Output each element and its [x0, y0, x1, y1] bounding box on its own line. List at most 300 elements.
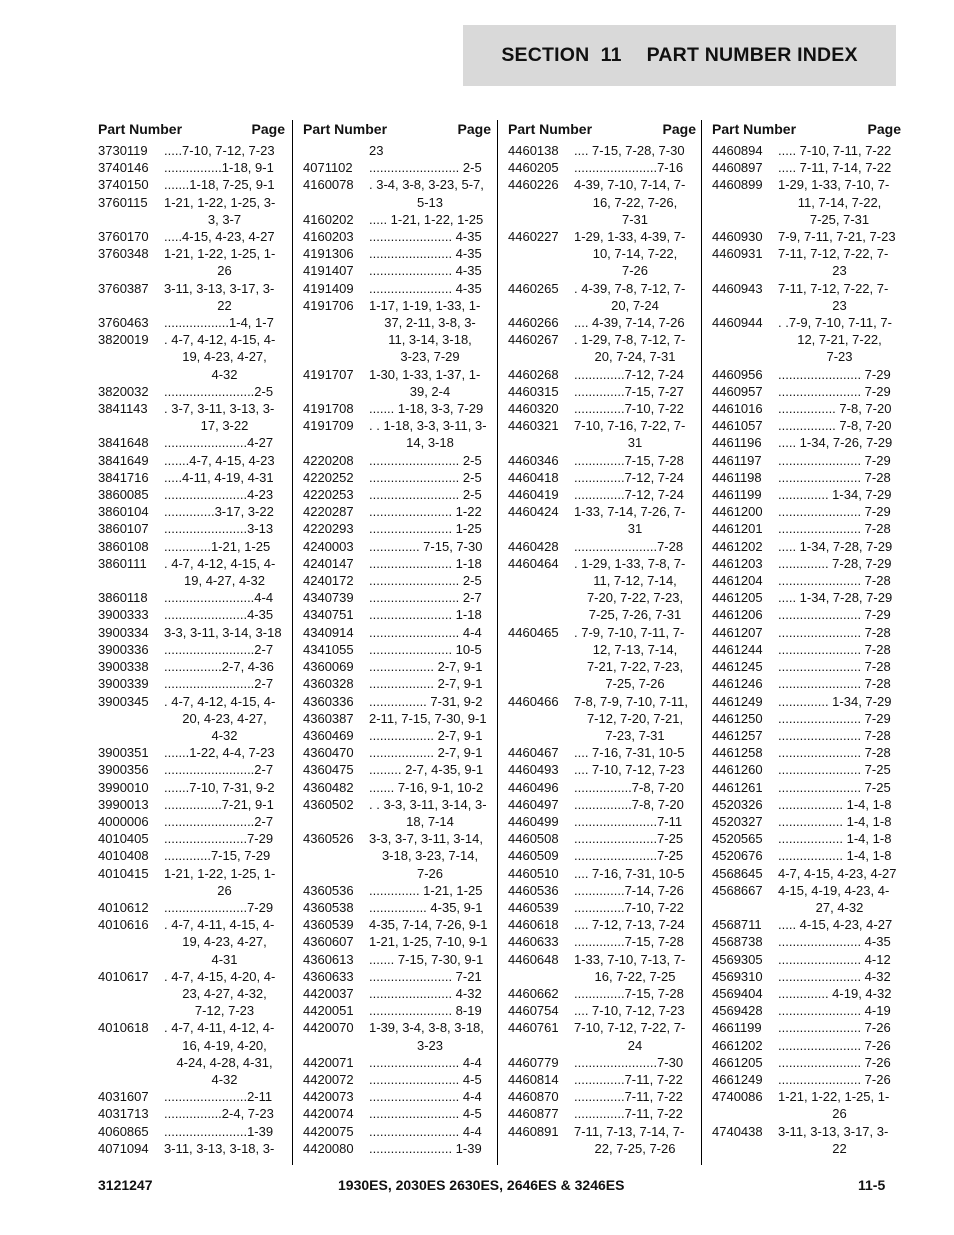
page-reference-line: ....................... 7-21: [369, 968, 482, 984]
page-reference-line: ..............7-10, 7-22: [574, 401, 684, 417]
page-references: [574, 142, 696, 159]
page-reference-line: .........................2-7: [164, 641, 274, 657]
index-entry: [303, 211, 491, 228]
page-references: [164, 1105, 285, 1122]
index-entry: [98, 434, 285, 451]
page-reference-line: ....................... 7-29: [778, 710, 891, 726]
index-entry: [712, 1002, 901, 1019]
index-entry: [712, 228, 901, 245]
page-references: [369, 142, 491, 159]
page-reference-line: ..............3-17, 3-22: [164, 504, 274, 520]
page-references: [574, 1088, 696, 1105]
index-entry: [98, 830, 285, 847]
index-entry: [508, 452, 696, 469]
page-references: [164, 245, 285, 279]
part-number: 4420075: [303, 1123, 354, 1139]
page-reference-line: 4-35, 7-14, 7-26, 9-1: [369, 917, 488, 933]
part-number: 3900336: [98, 641, 149, 657]
part-number: 4160203: [303, 229, 354, 245]
page-reference-line: 1-21, 1-22, 1-25, 1-: [164, 246, 276, 262]
page-reference-line: 7-10, 7-16, 7-22, 7-: [574, 418, 686, 434]
index-entry: [508, 796, 696, 813]
section-title: PART NUMBER INDEX: [646, 44, 858, 66]
part-number: 4360607: [303, 934, 354, 950]
page-references: [574, 951, 696, 985]
page-reference-line: .......................3-13: [164, 521, 274, 537]
index-entry: [98, 555, 285, 589]
part-number: 4461197: [712, 452, 762, 468]
index-entry: [98, 779, 285, 796]
page-reference-line: ..... 1-34, 7-28, 7-29: [778, 538, 893, 554]
page-reference-line: . 1-29, 7-8, 7-12, 7-: [574, 332, 686, 348]
page-references: [778, 624, 901, 641]
part-number: 4740438: [712, 1123, 763, 1139]
part-number-heading: Part Number: [712, 121, 797, 137]
page-references: [164, 693, 285, 745]
index-entry: [712, 641, 901, 658]
page-reference-line: 12, 7-13, 7-14,: [592, 641, 678, 657]
page-reference-line: ..... 4-15, 4-23, 4-27: [778, 917, 893, 933]
part-number: 4520327: [712, 813, 763, 829]
page-references: [369, 1105, 491, 1122]
index-entry: [508, 951, 696, 985]
index-entry: [508, 744, 696, 761]
index-entry: [98, 916, 285, 968]
part-number: 4661199: [712, 1020, 762, 1036]
part-number: 4360502: [303, 796, 354, 812]
index-entry: [303, 658, 491, 675]
page-references: [574, 228, 696, 280]
index-entry: [712, 865, 901, 882]
index-column-2: [292, 120, 491, 1165]
page-reference-line: 7-20, 7-22, 7-23,: [586, 590, 684, 606]
page-references: [778, 555, 901, 572]
index-entry: [98, 142, 285, 159]
page-reference-line: 1-21, 1-22, 1-25, 1-: [164, 865, 276, 881]
page-reference-line: .................. 1-4, 1-8: [778, 813, 892, 829]
page-reference-line: 18, 7-14: [406, 813, 454, 829]
page-references: [574, 693, 696, 745]
page-references: [369, 830, 491, 882]
page-references: [574, 1123, 696, 1157]
index-entry: [508, 847, 696, 864]
page-reference-line: ..............7-11, 7-22: [574, 1106, 683, 1122]
page-reference-line: 14, 3-18: [406, 435, 454, 451]
page-references: [369, 262, 491, 279]
page-reference-line: .............. 1-34, 7-29: [778, 487, 892, 503]
page-reference-line: . 7-9, 7-10, 7-11, 7-: [574, 624, 685, 640]
page-reference-line: 16, 7-22, 7-26,: [592, 194, 678, 210]
index-entry: [508, 503, 696, 537]
index-entry: [303, 916, 491, 933]
index-entry: [712, 727, 901, 744]
part-number: 3860085: [98, 487, 149, 503]
page-reference-line: ....................... 10-5: [369, 641, 482, 657]
page-references: [369, 503, 491, 520]
page-reference-line: . . 1-18, 3-3, 3-11, 3-: [369, 418, 487, 434]
page-references: [164, 400, 285, 434]
part-number: 4360470: [303, 745, 354, 761]
page-reference-line: .............. 1-34, 7-29: [778, 693, 892, 709]
part-number: 4460931: [712, 246, 763, 262]
page-reference-line: ....................... 4-35: [778, 934, 891, 950]
part-number: 4191708: [303, 401, 354, 417]
part-number: 4220293: [303, 521, 354, 537]
page-references: [574, 830, 696, 847]
page-reference-line: 3-3, 3-7, 3-11, 3-14,: [369, 831, 483, 847]
page-references: [778, 1088, 901, 1122]
index-entry: [712, 452, 901, 469]
part-number: 4010617: [98, 968, 149, 984]
part-number: 4360482: [303, 779, 354, 795]
index-entry: [303, 761, 491, 778]
page-references: [778, 796, 901, 813]
part-number: 4340751: [303, 607, 354, 623]
page-references: [369, 796, 491, 830]
index-entry: [98, 624, 285, 641]
page-reference-line: 4-32: [211, 1071, 238, 1087]
page-reference-line: .... 4-39, 7-14, 7-26: [574, 315, 685, 331]
index-entry: [98, 280, 285, 314]
page-reference-line: 7-9, 7-11, 7-21, 7-23: [778, 229, 896, 245]
part-number: 4461249: [712, 693, 763, 709]
index-entry: [712, 280, 901, 314]
part-number: 3820032: [98, 383, 149, 399]
part-number: 3900338: [98, 659, 149, 675]
page-references: [369, 176, 491, 210]
page-reference-line: ................2-4, 7-23: [164, 1106, 274, 1122]
page-references: [164, 503, 285, 520]
part-number: 4460508: [508, 831, 559, 847]
index-entry: [712, 658, 901, 675]
part-number: 4461207: [712, 624, 763, 640]
page-references: [574, 744, 696, 761]
part-number: 4460894: [712, 143, 763, 158]
page-references: [778, 968, 901, 985]
index-entry: [508, 899, 696, 916]
part-number: 4360613: [303, 951, 354, 967]
page-reference-line: 7-11, 7-13, 7-14, 7-: [574, 1123, 685, 1139]
page-references: [574, 400, 696, 417]
part-number: 4460428: [508, 538, 559, 554]
page-references: [778, 572, 901, 589]
part-number: 3841648: [98, 435, 149, 451]
page-references: [369, 882, 491, 899]
page-references: [369, 761, 491, 778]
page-references: [369, 1002, 491, 1019]
part-number: 4461202: [712, 538, 763, 554]
page-references: [369, 417, 491, 451]
index-entry: [98, 314, 285, 331]
page-reference-line: ......... 2-7, 4-35, 9-1: [369, 762, 484, 778]
part-number: 4010612: [98, 899, 149, 915]
part-number: 4461196: [712, 435, 762, 451]
page-reference-line: 22: [217, 297, 232, 313]
page-references: [369, 916, 491, 933]
index-entry: [712, 142, 901, 159]
part-number: 4191409: [303, 280, 354, 296]
page-reference-line: ......................... 2-5: [369, 573, 482, 589]
page-reference-line: ....................... 7-29: [778, 607, 891, 623]
page-reference-line: ....................... 4-32: [778, 968, 891, 984]
page-reference-line: ..............7-10, 7-22: [574, 899, 684, 915]
part-number: 4460205: [508, 160, 559, 176]
page-reference-line: 23: [832, 297, 847, 313]
page-reference-line: .......................7-25: [574, 831, 684, 847]
page-reference-line: .............. 4-19, 4-32: [778, 985, 892, 1001]
page-reference-line: . 4-7, 4-12, 4-15, 4-: [164, 555, 276, 571]
page-references: [369, 1054, 491, 1071]
part-number: 4460464: [508, 555, 559, 571]
page-references: [574, 503, 696, 537]
index-entry: [712, 933, 901, 950]
part-number: 4460648: [508, 951, 559, 967]
part-number: 4460633: [508, 934, 559, 950]
page-reference-line: .................. 2-7, 9-1: [369, 676, 483, 692]
page-reference-line: ....................... 4-35: [369, 229, 482, 245]
index-entry: [712, 606, 901, 623]
page-references: [164, 968, 285, 1020]
part-number: 4460466: [508, 693, 559, 709]
part-number: 4360336: [303, 693, 354, 709]
page-reference-line: .................. 1-4, 1-8: [778, 848, 892, 864]
page-reference-line: 24: [627, 1037, 643, 1053]
index-entry: [98, 1123, 285, 1140]
page-reference-line: ....................... 1-22: [369, 504, 482, 520]
part-number: 4240003: [303, 538, 354, 554]
page-references: [574, 779, 696, 796]
page-references: [778, 417, 901, 434]
index-entry: [712, 176, 901, 228]
part-number: 4460891: [508, 1123, 559, 1139]
page-reference-line: 31: [627, 521, 643, 537]
page-reference-line: 7-25, 7-26, 7-31: [588, 607, 682, 623]
page-reference-line: ................7-8, 7-20: [574, 796, 684, 812]
index-entry: [303, 951, 491, 968]
part-number-heading: Part Number: [98, 121, 183, 137]
page-references: [574, 1019, 696, 1053]
index-entry: [303, 744, 491, 761]
page-reference-line: .......................7-16: [574, 160, 684, 176]
page-reference-line: .............1-21, 1-25: [164, 538, 271, 554]
page-reference-line: 1-17, 1-19, 1-33, 1-: [369, 297, 481, 313]
part-number: 4360539: [303, 917, 354, 933]
page-references: [164, 641, 285, 658]
index-entry: [508, 693, 696, 745]
index-column-3: [497, 120, 696, 1165]
page-references: [164, 383, 285, 400]
page-reference-line: .......4-7, 4-15, 4-23: [164, 452, 275, 468]
page-reference-line: 11, 7-14, 7-22,: [797, 194, 882, 210]
page-reference-line: ................ 7-8, 7-20: [778, 401, 892, 417]
part-number: 4460539: [508, 899, 559, 915]
page-references: [778, 159, 901, 176]
page-reference-line: 31: [627, 435, 643, 451]
page-reference-line: .............. 1-21, 1-25: [369, 882, 483, 898]
part-number: 4160202: [303, 211, 354, 227]
page-reference-line: 17, 3-22: [200, 418, 249, 434]
part-number: 4420073: [303, 1089, 354, 1105]
page-reference-line: ....................... 7-26: [778, 1037, 891, 1053]
page-references: [574, 916, 696, 933]
page-reference-line: 3, 3-7: [207, 211, 242, 227]
index-entry: [508, 1105, 696, 1122]
page-reference-line: ....... 7-16, 9-1, 10-2: [369, 779, 484, 795]
part-number: 4460315: [508, 383, 559, 399]
index-entry: [508, 1071, 696, 1088]
section-number: SECTION 11: [501, 44, 622, 66]
page-reference-line: . 3-4, 3-8, 3-23, 5-7,: [369, 177, 484, 193]
page-reference-line: 7-11, 7-12, 7-22, 7-: [778, 280, 889, 296]
page-reference-line: ................7-21, 9-1: [164, 796, 274, 812]
page-reference-line: .......1-18, 7-25, 9-1: [164, 177, 275, 193]
page-references: [778, 228, 901, 245]
page-references: [778, 675, 901, 692]
index-entry: [712, 400, 901, 417]
part-number: 4461201: [712, 521, 763, 537]
part-number: 4460467: [508, 745, 559, 761]
page-reference-line: ......................... 4-4: [369, 624, 482, 640]
index-entry: [303, 245, 491, 262]
index-entry: [303, 710, 491, 727]
index-entry: [508, 761, 696, 778]
page-reference-line: . . 3-3, 3-11, 3-14, 3-: [369, 796, 487, 812]
page-reference-line: 1-29, 1-33, 4-39, 7-: [574, 229, 686, 245]
page-reference-line: .... 7-10, 7-12, 7-23: [574, 1003, 685, 1019]
part-number: 4360328: [303, 676, 354, 692]
index-entry: [98, 1105, 285, 1122]
index-entry: [303, 641, 491, 658]
page-reference-line: 7-31: [621, 211, 649, 227]
index-entry: [712, 538, 901, 555]
page-reference-line: . 4-39, 7-8, 7-12, 7-: [574, 280, 686, 296]
index-entry: [98, 761, 285, 778]
page-references: [164, 228, 285, 245]
index-entry: [98, 159, 285, 176]
page-reference-line: 7-11, 7-12, 7-22, 7-: [778, 246, 889, 262]
page-reference-line: ......................... 4-4: [369, 1089, 482, 1105]
part-number: 4010405: [98, 831, 149, 847]
page-reference-line: ..............7-12, 7-24: [574, 366, 684, 382]
page-reference-line: 7-26: [621, 263, 649, 279]
page-reference-line: ......................... 4-4: [369, 1123, 482, 1139]
page-reference-line: .......................7-30: [574, 1054, 684, 1070]
part-number: 3900345: [98, 693, 149, 709]
page-references: [369, 933, 491, 950]
part-number: 4220287: [303, 504, 354, 520]
part-number: 3760463: [98, 315, 149, 331]
page-references: [778, 452, 901, 469]
page-reference-line: 26: [832, 1106, 847, 1122]
index-entry: [712, 675, 901, 692]
page-reference-line: 4-32: [211, 727, 238, 743]
page-references: [574, 933, 696, 950]
index-entry: [303, 968, 491, 985]
part-number: 4569404: [712, 985, 763, 1001]
index-entry: [303, 882, 491, 899]
page-references: [778, 658, 901, 675]
page-reference-line: 7-8, 7-9, 7-10, 7-11,: [574, 693, 688, 709]
part-number: 4000006: [98, 813, 149, 829]
footer-page-number: 11-5: [858, 1177, 886, 1193]
index-entry: [98, 813, 285, 830]
part-number: 4460870: [508, 1089, 559, 1105]
index-entry: [508, 176, 696, 228]
page-references: [778, 589, 901, 606]
part-number: 3841649: [98, 452, 149, 468]
page-reference-line: .............. 7-15, 7-30: [369, 538, 483, 554]
page-reference-line: ................ 7-8, 7-20: [778, 418, 892, 434]
page-references: [778, 606, 901, 623]
page-references: [574, 1105, 696, 1122]
page-references: [778, 176, 901, 228]
part-number: 4520565: [712, 831, 763, 847]
page-references: [164, 589, 285, 606]
page-reference-line: 7-10, 7-12, 7-22, 7-: [574, 1020, 686, 1036]
index-entry: [712, 710, 901, 727]
page-references: [369, 727, 491, 744]
part-number: 4360633: [303, 968, 354, 984]
index-entry: [303, 675, 491, 692]
page-reference-line: ..............7-12, 7-24: [574, 469, 684, 485]
page-references: [369, 400, 491, 417]
page-reference-line: .........................2-7: [164, 813, 274, 829]
page-reference-line: ....................... 1-18: [369, 555, 482, 571]
page-reference-line: ..............7-14, 7-26: [574, 882, 684, 898]
page-references: [164, 813, 285, 830]
page-references: [778, 933, 901, 950]
page-references: [369, 486, 491, 503]
page-reference-line: . 4-7, 4-15, 4-20, 4-: [164, 968, 276, 984]
index-entry: [303, 262, 491, 279]
index-entry: [98, 520, 285, 537]
part-number: 4461198: [712, 469, 762, 485]
page-reference-line: 3-23: [416, 1037, 444, 1053]
part-number: 4360069: [303, 659, 354, 675]
part-number: 4461204: [712, 573, 763, 589]
index-entry: [508, 1088, 696, 1105]
page-reference-line: 4-39, 7-10, 7-14, 7-: [574, 177, 686, 193]
part-number: 3860104: [98, 504, 149, 520]
page-reference-line: 20, 7-24: [611, 297, 659, 313]
page-references: [369, 951, 491, 968]
page-references: [164, 538, 285, 555]
column-header: [303, 120, 491, 142]
page-reference-line: 3-3, 3-11, 3-14, 3-18: [164, 624, 282, 640]
part-number: 3730119: [98, 143, 148, 158]
page-references: [574, 176, 696, 228]
index-entry: [98, 400, 285, 434]
page-references: [574, 1054, 696, 1071]
page-reference-line: ....................... 7-28: [778, 521, 891, 537]
page-references: [369, 538, 491, 555]
index-entry: [508, 555, 696, 624]
index-entry: [712, 589, 901, 606]
page-reference-line: ....................... 7-28: [778, 676, 891, 692]
page-reference-line: ......................... 4-5: [369, 1106, 482, 1122]
page-reference-line: 4-31: [211, 951, 238, 967]
index-entry: [712, 951, 901, 968]
part-number: 4740086: [712, 1089, 763, 1105]
page-references: [778, 314, 901, 366]
page-references: [369, 710, 491, 727]
page-reference-line: .........................2-7: [164, 762, 274, 778]
part-number: 3900333: [98, 607, 149, 623]
page-references: [164, 469, 285, 486]
page-reference-line: .... 7-16, 7-31, 10-5: [574, 745, 685, 761]
page-reference-line: 1-39, 3-4, 3-8, 3-18,: [369, 1020, 484, 1036]
index-entry: [712, 159, 901, 176]
